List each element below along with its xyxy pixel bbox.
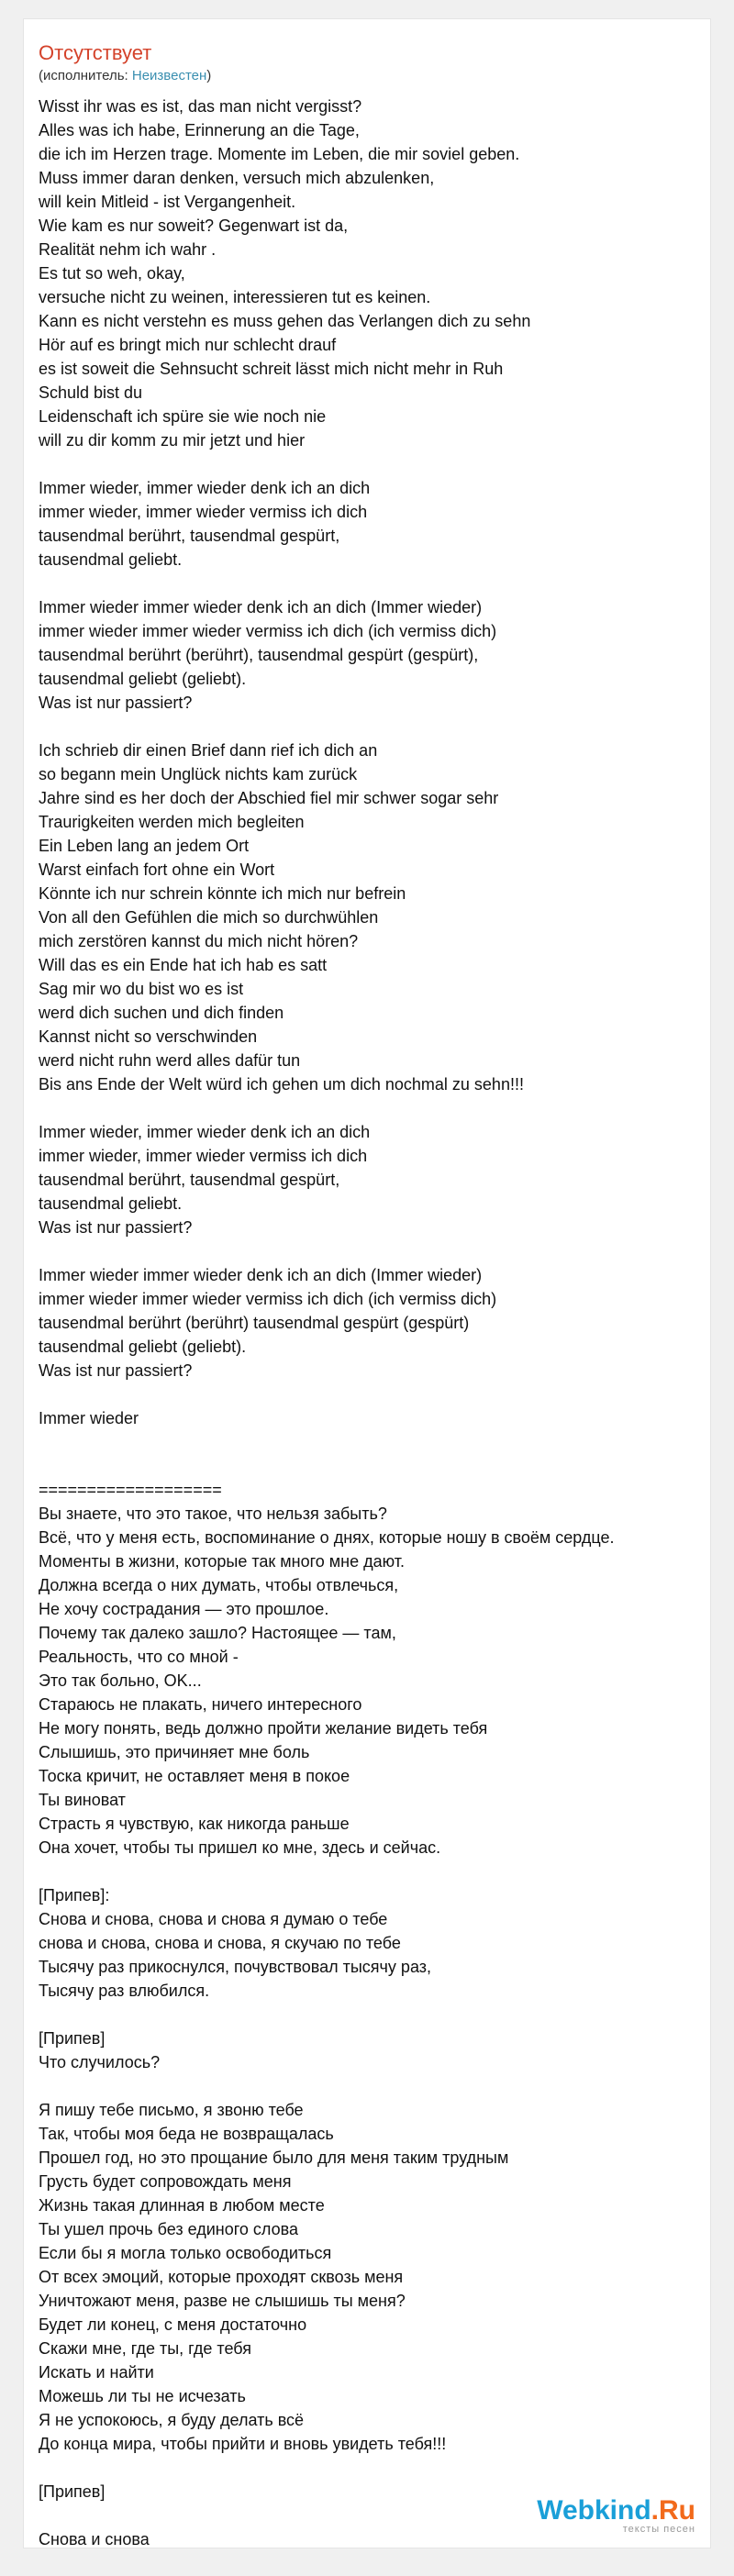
lyric-blank-line bbox=[39, 1382, 699, 1406]
logo-brand: Webkind bbox=[537, 2495, 651, 2526]
lyric-line: tausendmal berührt (berührt), tausendmal gespürt (gespürt), bbox=[39, 646, 479, 664]
lyric-line: werd dich suchen und dich finden bbox=[39, 1004, 284, 1022]
lyric-line: Так, чтобы моя беда не возвращалась bbox=[39, 2125, 334, 2143]
lyric-line: Слышишь, это причиняет мне боль bbox=[39, 1743, 310, 1761]
lyric-line: tausendmal berührt, tausendmal gespürt, bbox=[39, 1171, 340, 1189]
lyric-blank-line bbox=[39, 1239, 699, 1263]
lyric-line: Вы знаете, что это такое, что нельзя забыть? bbox=[39, 1505, 387, 1523]
lyric-line: До конца мира, чтобы прийти и вновь увидеть тебя!!! bbox=[39, 2435, 447, 2453]
lyric-line: Ты ушел прочь без единого слова bbox=[39, 2220, 298, 2238]
lyric-blank-line bbox=[39, 715, 699, 738]
lyric-line: Я пишу тебе письмо, я звоню тебе bbox=[39, 2101, 304, 2119]
lyric-line: tausendmal berührt, tausendmal gespürt, bbox=[39, 527, 340, 545]
lyric-line: Страсть я чувствую, как никогда раньше bbox=[39, 1815, 350, 1833]
lyric-line: Leidenschaft ich spüre sie wie noch nie bbox=[39, 407, 327, 426]
lyric-line: снова и снова, снова и снова, я скучаю по тебе bbox=[39, 1934, 401, 1952]
lyric-line: Должна всегда о них думать, чтобы отвлечься, bbox=[39, 1576, 399, 1594]
lyric-line: =================== bbox=[39, 1481, 222, 1499]
logo-wordmark bbox=[537, 2496, 695, 2526]
lyric-line: Alles was ich habe, Erinnerung an die Tage, bbox=[39, 121, 360, 139]
lyric-line: От всех эмоций, которые проходят сквозь меня bbox=[39, 2268, 404, 2286]
lyric-line: Schuld bist du bbox=[39, 383, 143, 402]
lyric-line: tausendmal geliebt (geliebt). bbox=[39, 1338, 247, 1356]
lyrics-page bbox=[23, 18, 711, 2548]
lyric-line: versuche nicht zu weinen, interessieren tut es keinen. bbox=[39, 288, 431, 306]
lyric-line: Снова и снова bbox=[39, 2530, 150, 2548]
lyric-line: Traurigkeiten werden mich begleiten bbox=[39, 813, 305, 831]
lyric-line: Тысячу раз прикоснулся, почувствовал тысячу раз, bbox=[39, 1958, 432, 1976]
lyric-line: Если бы я могла только освободиться bbox=[39, 2244, 332, 2262]
lyric-line: Уничтожают меня, разве не слышишь ты меня? bbox=[39, 2292, 406, 2310]
artist-suffix: ) bbox=[206, 68, 212, 83]
lyric-line: Sag mir wo du bist wo es ist bbox=[39, 980, 244, 998]
lyric-line: werd nicht ruhn werd alles dafür tun bbox=[39, 1051, 301, 1070]
song-title: Отсутствует bbox=[39, 41, 152, 64]
lyric-line: Muss immer daran denken, versuch mich abzulenken, bbox=[39, 169, 435, 187]
lyric-blank-line bbox=[39, 452, 699, 476]
lyric-line: immer wieder immer wieder vermiss ich dich (ich vermiss dich) bbox=[39, 622, 497, 640]
lyric-line: Грусть будет сопровождать меня bbox=[39, 2172, 292, 2191]
lyric-line: Что случилось? bbox=[39, 2053, 161, 2071]
lyric-line: Könnte ich nur schrein könnte ich mich nur befrein bbox=[39, 884, 406, 903]
lyric-line: tausendmal geliebt. bbox=[39, 550, 183, 569]
lyric-line: Was ist nur passiert? bbox=[39, 1218, 193, 1237]
lyric-line: Тоска кричит, не оставляет меня в покое bbox=[39, 1767, 350, 1785]
lyric-line: Was ist nur passiert? bbox=[39, 1361, 193, 1380]
lyric-line: Wie kam es nur soweit? Gegenwart ist da, bbox=[39, 217, 349, 235]
lyric-line: Immer wieder, immer wieder denk ich an dich bbox=[39, 1123, 371, 1141]
lyric-line: immer wieder, immer wieder vermiss ich dich bbox=[39, 1147, 368, 1165]
lyric-line: [Припев]: bbox=[39, 1886, 110, 1904]
lyric-line: Ein Leben lang an jedem Ort bbox=[39, 837, 250, 855]
lyric-blank-line bbox=[39, 1430, 699, 1454]
lyric-line: Прошел год, но это прощание было для меня таким трудным bbox=[39, 2149, 509, 2167]
lyric-blank-line bbox=[39, 1096, 699, 1120]
lyric-line: Ты виноват bbox=[39, 1791, 126, 1809]
lyric-line: will kein Mitleid - ist Vergangenheit. bbox=[39, 193, 296, 211]
lyric-line: so begann mein Unglück nichts kam zurück bbox=[39, 765, 358, 783]
lyric-line: die ich im Herzen trage. Momente im Leben, die mir soviel geben. bbox=[39, 145, 520, 163]
lyric-line: Immer wieder immer wieder denk ich an dich (Immer wieder) bbox=[39, 598, 483, 616]
lyric-line: Не хочу сострадания — это прошлое. bbox=[39, 1600, 329, 1618]
lyric-line: Будет ли конец, с меня достаточно bbox=[39, 2315, 307, 2334]
song-header bbox=[39, 41, 211, 85]
lyric-line: Стараюсь не плакать, ничего интересного bbox=[39, 1695, 362, 1714]
lyric-line: Bis ans Ende der Welt würd ich gehen um dich nochmal zu sehn!!! bbox=[39, 1075, 524, 1094]
lyric-blank-line bbox=[39, 2456, 699, 2480]
lyric-line: immer wieder, immer wieder vermiss ich dich bbox=[39, 503, 368, 521]
lyric-blank-line bbox=[39, 2074, 699, 2098]
lyric-line: [Припев] bbox=[39, 2482, 106, 2501]
artist-link[interactable]: Неизвестен bbox=[131, 68, 207, 83]
artist-line bbox=[39, 67, 211, 85]
lyric-line: Es tut so weh, okay, bbox=[39, 264, 185, 283]
lyric-line: Immer wieder immer wieder denk ich an dich (Immer wieder) bbox=[39, 1266, 483, 1284]
lyric-line: Жизнь такая длинная в любом месте bbox=[39, 2196, 325, 2215]
lyric-line: immer wieder immer wieder vermiss ich dich (ich vermiss dich) bbox=[39, 1290, 497, 1308]
lyric-line: Ich schrieb dir einen Brief dann rief ich dich an bbox=[39, 741, 378, 760]
lyric-line: tausendmal geliebt. bbox=[39, 1194, 183, 1213]
lyric-line: Почему так далеко зашло? Настоящее — там, bbox=[39, 1624, 396, 1642]
lyric-line: Можешь ли ты не исчезать bbox=[39, 2387, 246, 2405]
lyric-line: Jahre sind es her doch der Abschied fiel mir schwer sogar sehr bbox=[39, 789, 499, 807]
logo-tld: .Ru bbox=[651, 2495, 695, 2526]
lyric-line: Искать и найти bbox=[39, 2363, 154, 2382]
lyric-line: es ist soweit die Sehnsucht schreit lässt mich nicht mehr in Ruh bbox=[39, 360, 504, 378]
lyric-line: Kann es nicht verstehn es muss gehen das Verlangen dich zu sehn bbox=[39, 312, 531, 330]
artist-prefix: (исполнитель: bbox=[39, 68, 132, 83]
lyric-blank-line bbox=[39, 2003, 699, 2026]
lyric-line: Wisst ihr was es ist, das man nicht vergisst? bbox=[39, 97, 362, 116]
lyric-line: Immer wieder bbox=[39, 1409, 139, 1427]
lyric-line: Она хочет, чтобы ты пришел ко мне, здесь и сейчас. bbox=[39, 1838, 441, 1857]
lyric-line: will zu dir komm zu mir jetzt und hier bbox=[39, 431, 306, 450]
lyric-line: Я не успокоюсь, я буду делать всё bbox=[39, 2411, 305, 2429]
lyric-line: mich zerstören kannst du mich nicht hören? bbox=[39, 932, 359, 950]
lyric-line: Реальность, что со мной - bbox=[39, 1648, 239, 1666]
lyric-line: Realität nehm ich wahr . bbox=[39, 240, 217, 259]
lyric-line: Von all den Gefühlen die mich so durchwühlen bbox=[39, 908, 379, 927]
lyric-line: Warst einfach fort ohne ein Wort bbox=[39, 861, 275, 879]
lyric-line: tausendmal geliebt (geliebt). bbox=[39, 670, 247, 688]
lyric-line: Immer wieder, immer wieder denk ich an dich bbox=[39, 479, 371, 497]
lyric-line: Всё, что у меня есть, воспоминание о днях, которые ношу в своём сердце. bbox=[39, 1528, 615, 1547]
lyric-line: Тысячу раз влюбился. bbox=[39, 1982, 210, 2000]
lyric-line: Will das es ein Ende hat ich hab es satt bbox=[39, 956, 328, 974]
lyric-line: Не могу понять, ведь должно пройти желание видеть тебя bbox=[39, 1719, 488, 1738]
lyric-line: Hör auf es bringt mich nur schlecht drauf bbox=[39, 336, 337, 354]
logo-subtitle: тексты песен bbox=[622, 2524, 695, 2535]
lyric-line: Kannst nicht so verschwinden bbox=[39, 1027, 258, 1046]
site-logo[interactable] bbox=[537, 2496, 695, 2535]
lyric-line: Моменты в жизни, которые так много мне дают. bbox=[39, 1552, 405, 1571]
lyric-line: Это так больно, OK... bbox=[39, 1671, 202, 1690]
lyric-line: Скажи мне, где ты, где тебя bbox=[39, 2339, 251, 2358]
lyric-blank-line bbox=[39, 1860, 699, 1883]
lyric-line: Was ist nur passiert? bbox=[39, 694, 193, 712]
lyric-line: [Припев] bbox=[39, 2029, 106, 2048]
lyric-line: Снова и снова, снова и снова я думаю о тебе bbox=[39, 1910, 388, 1928]
lyrics-text bbox=[39, 94, 699, 2551]
lyric-blank-line bbox=[39, 1454, 699, 1478]
lyric-blank-line bbox=[39, 572, 699, 595]
lyric-line: tausendmal berührt (berührt) tausendmal gespürt (gespürt) bbox=[39, 1314, 470, 1332]
